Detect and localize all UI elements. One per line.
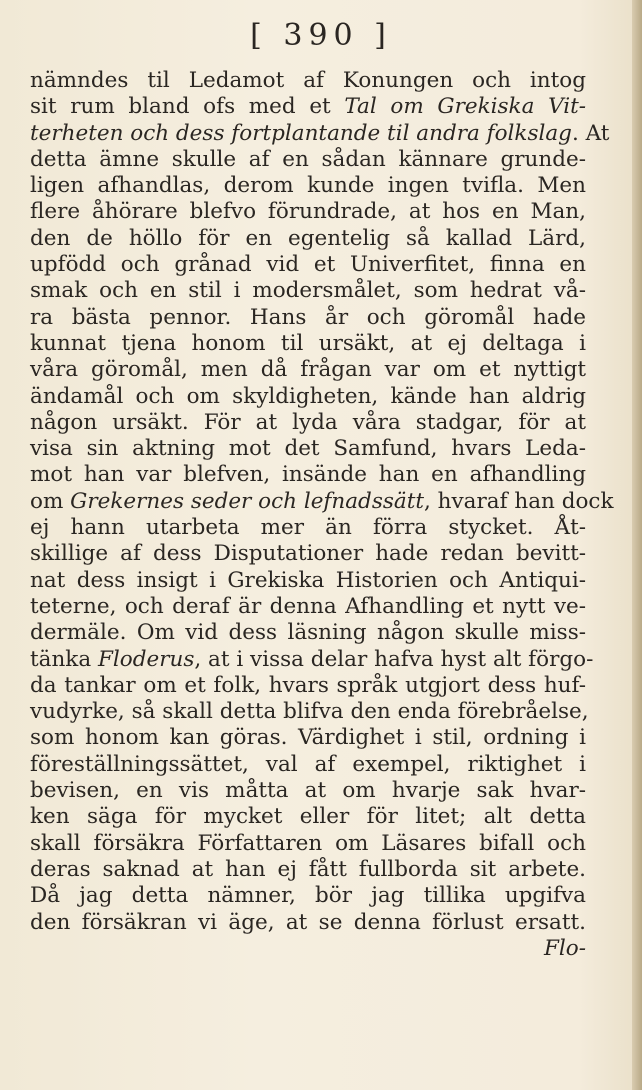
- text-segment: tänka: [30, 646, 98, 672]
- text-line: [30, 410, 586, 436]
- text-segment: ej hann utarbeta mer än förra stycket. Åt-: [30, 515, 586, 541]
- italic-text: Grekernes seder och lefnadssätt: [70, 488, 424, 514]
- text-segment: den de höllo för en egentelig så kallad Lärd,: [30, 225, 586, 251]
- text-line: [30, 68, 586, 94]
- text-line: [30, 147, 586, 173]
- body-text: [30, 68, 614, 962]
- text-segment: Då jag detta nämner, bör jag tillika upgifva: [30, 883, 586, 909]
- text-line: [30, 331, 586, 357]
- italic-text: Tal om Grekiska Vit-: [344, 94, 586, 120]
- text-line: [30, 857, 586, 883]
- text-line: [30, 752, 586, 778]
- text-segment: skillige af dess Disputationer hade redan bevitt-: [30, 541, 586, 567]
- text-segment: ken säga för mycket eller för litet; alt detta: [30, 804, 586, 830]
- text-segment: kunnat tjena honom til ursäkt, at ej deltaga i: [30, 330, 586, 356]
- text-segment: . At: [571, 120, 610, 146]
- text-segment: visa sin aktning mot det Samfund, hvars Leda-: [30, 436, 586, 462]
- text-segment: skall försäkra Författaren om Läsares bifall och: [30, 830, 586, 856]
- text-line: [30, 673, 586, 699]
- text-line: [30, 936, 586, 962]
- text-line: [30, 173, 586, 199]
- text-segment: föreställningssättet, val af exempel, riktighet i: [30, 751, 586, 777]
- text-line: [30, 357, 586, 383]
- text-line: [30, 568, 586, 594]
- text-segment: teterne, och deraf är denna Afhandling et nytt ve-: [30, 593, 586, 619]
- text-line: [30, 515, 586, 541]
- italic-text: Floderus: [98, 646, 195, 672]
- text-segment: om: [30, 488, 71, 514]
- italic-text: Flo-: [543, 935, 586, 961]
- text-segment: da tankar om et folk, hvars språk utgjort dess huf-: [30, 672, 586, 698]
- text-segment: ra bästa pennor. Hans år och göromål hade: [30, 304, 586, 330]
- text-line: [30, 226, 586, 252]
- text-line: [30, 278, 586, 304]
- text-segment: , at i vissa delar hafva hyst alt förgo-: [194, 646, 594, 672]
- text-segment: dermäle. Om vid dess läsning någon skulle miss-: [30, 620, 586, 646]
- text-segment: som honom kan göras. Värdighet i stil, ordning i: [30, 725, 586, 751]
- text-line: [30, 620, 586, 646]
- text-segment: deras saknad at han ej fått fullborda sit arbete.: [30, 856, 586, 882]
- text-segment: ändamål och om skyldigheten, kände han aldrig: [30, 383, 586, 409]
- text-line: [30, 94, 586, 120]
- text-segment: någon ursäkt. För at lyda våra stadgar, för at: [30, 409, 586, 435]
- text-segment: upfödd och grånad vid et Univerfitet, finna en: [30, 252, 586, 278]
- page-spine-edge: [632, 0, 642, 1090]
- text-line: [30, 541, 586, 567]
- text-line: [30, 384, 586, 410]
- text-line: [30, 120, 610, 147]
- text-segment: vudyrke, så skall detta blifva den enda förebråelse,: [30, 699, 589, 725]
- text-line: [30, 725, 586, 751]
- text-line: [30, 199, 586, 225]
- italic-text: terheten och dess fortplantande til andra folkslag: [30, 120, 572, 146]
- text-line: [30, 804, 586, 830]
- text-line: [30, 910, 586, 936]
- text-segment: sit rum bland ofs med et: [30, 94, 345, 120]
- text-line: [30, 305, 586, 331]
- text-line: [30, 252, 586, 278]
- text-segment: den försäkran vi äge, at se denna förlust ersatt.: [30, 909, 586, 935]
- text-segment: , hvaraf han dock: [424, 488, 614, 514]
- text-line: [30, 883, 586, 909]
- page-number: [ 390 ]: [250, 18, 392, 53]
- text-line: [30, 646, 594, 673]
- text-line: [30, 831, 586, 857]
- text-segment: flere åhörare blefvo förundrade, at hos en Man,: [30, 199, 586, 225]
- text-line: [30, 699, 589, 725]
- text-segment: mot han var blefven, insände han en afhandling: [30, 462, 586, 488]
- text-segment: nämndes til Ledamot af Konungen och intog: [30, 68, 586, 93]
- text-segment: bevisen, en vis måtta at om hvarje sak hvar-: [30, 778, 586, 804]
- text-segment: nat dess insigt i Grekiska Historien och Antiqui-: [30, 567, 586, 593]
- text-segment: detta ämne skulle af en sådan kännare grunde-: [30, 146, 586, 172]
- text-line: [30, 778, 586, 804]
- text-line: [30, 594, 586, 620]
- text-segment: våra göromål, men då frågan var om et nyttigt: [30, 357, 586, 383]
- text-segment: smak och en stil i modersmålet, som hedrat vå-: [30, 278, 586, 304]
- text-line: [30, 488, 614, 515]
- text-line: [30, 462, 586, 488]
- text-segment: ligen afhandlas, derom kunde ingen tvifla. Men: [30, 173, 586, 199]
- text-line: [30, 436, 586, 462]
